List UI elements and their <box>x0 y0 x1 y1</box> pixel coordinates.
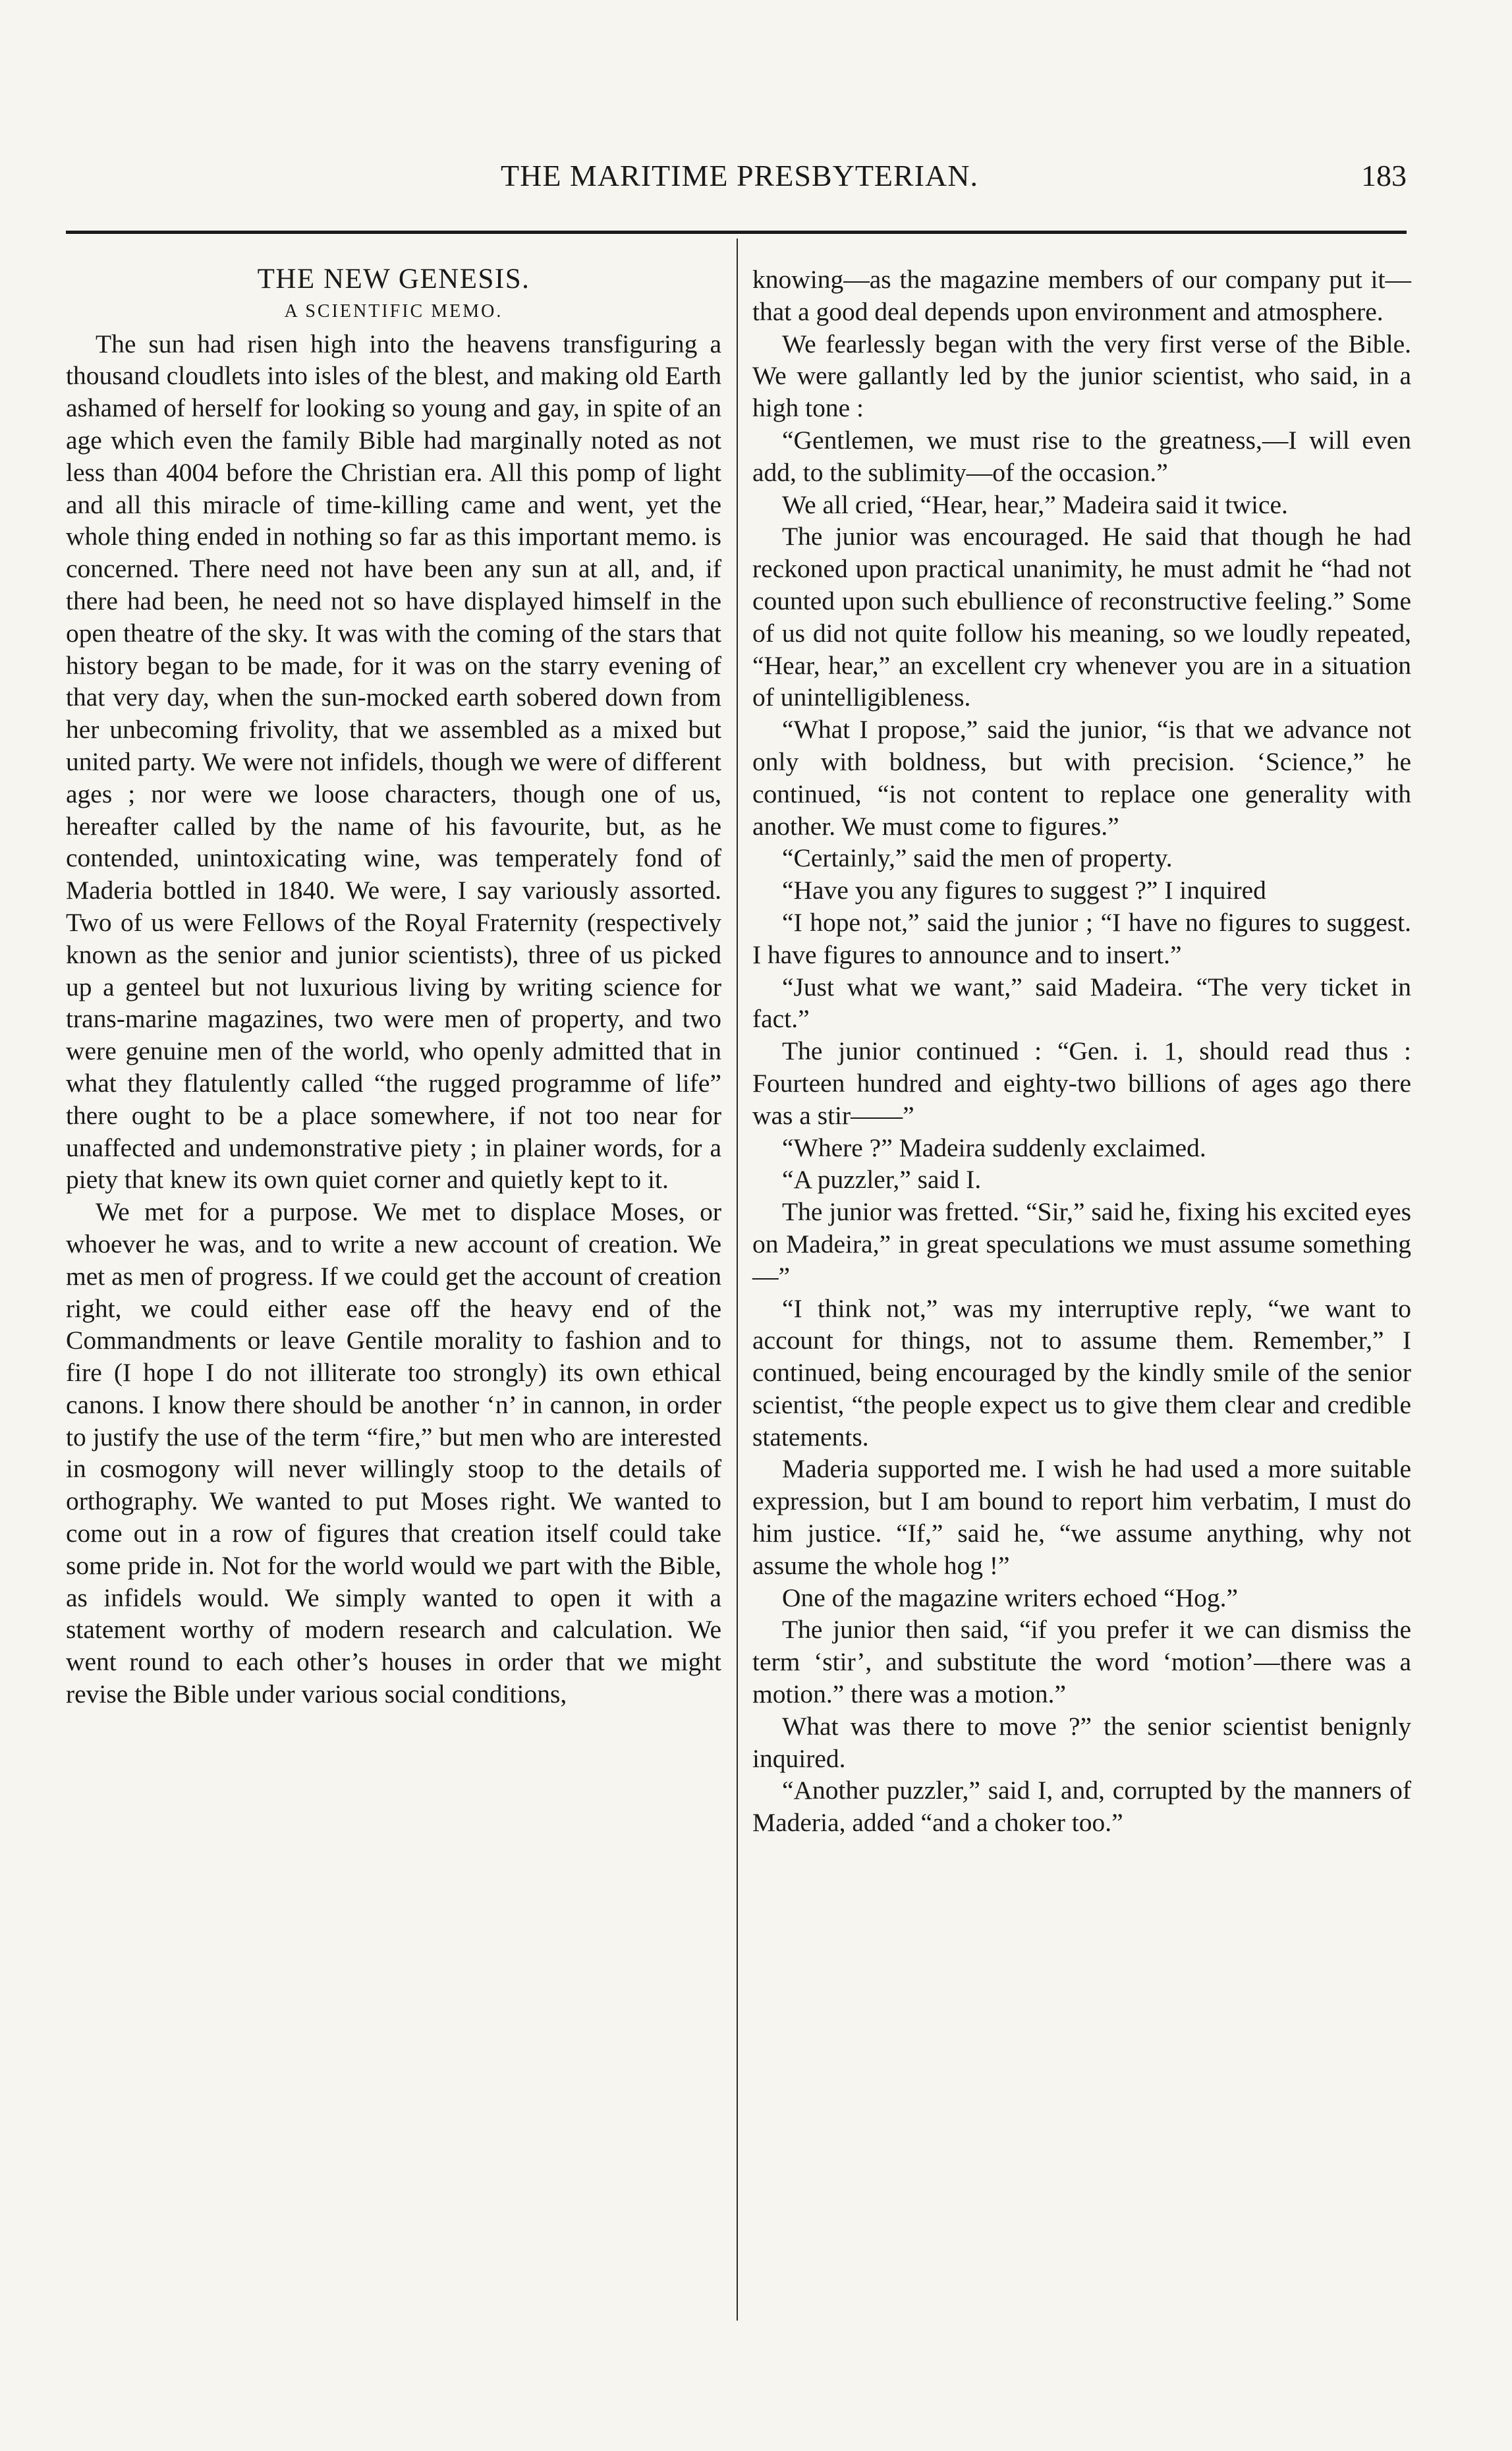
paragraph: “What I propose,” said the junior, “is that we advance not only with boldness, but with precision. ‘Science,” he continued, “is not content to replace one generality with another. We must come to figures.” <box>752 715 1411 841</box>
left-column <box>66 264 721 1710</box>
header-rule <box>66 231 1407 234</box>
right-column <box>752 264 1411 1839</box>
paragraph: What was there to move ?” the senior scientist benignly inquired. <box>752 1711 1411 1773</box>
paragraph-continued: knowing—as the magazine members of our company put it—that a good deal depends upon environment and atmosphere. <box>752 265 1411 326</box>
paragraph: The junior then said, “if you prefer it we can dismiss the term ‘stir’, and substitute the word ‘motion’—there was a motion.” there was a motion.” <box>752 1615 1411 1709</box>
paragraph: Maderia supported me. I wish he had used a more suitable expression, but I am bound to report him verbatim, I must do him justice. “If,” said he, “we assume anything, why not assume the whole hog !” <box>752 1454 1411 1580</box>
paragraph: We all cried, “Hear, hear,” Madeira said it twice. <box>782 490 1288 519</box>
paragraph: “Where ?” Madeira suddenly exclaimed. <box>782 1133 1206 1162</box>
paragraph: “A puzzler,” said I. <box>782 1165 982 1195</box>
paragraph: The sun had risen high into the heavens transfiguring a thousand cloudlets into isles of the blest, and making old Earth ashamed of herself for looking so young and gay, in spite of an age which even the family Bible had marginally noted as not less than 4004 before the Christian era. All this pomp of light and all this miracle of time-killing came and went, yet the whole thing ended in nothing so far as this important memo. is concerned. There need not have been any sun at all, and, if there had been, he need not so have displayed himself in the open theatre of the sky. It was with the coming of the stars that history began to be made, for it was on the starry evening of that very day, when the sun-mocked earth sobered down from her unbecoming frivolity, that we assembled as a mixed but united party. We were not infidels, though we were of different ages ; nor were we loose characters, though one of us, hereafter called by the name of his favourite, but, as he contended, unintoxicating wine, was temperately fond of Maderia bottled in 1840. We were, I say variously assorted. Two of us were Fellows of the Royal Fraternity (respectively known as the senior and junior scientists), three of us picked up a genteel but not luxurious living by writing science for trans-marine magazines, two were men of property, and two were genuine men of the world, who openly admitted that in what they flatulently called “the rugged programme of life” there ought to be a place somewhere, if not too near for unaffected and undemonstrative piety ; in plainer words, for a piety that knew its own quiet corner and quietly kept to it. <box>66 329 721 1195</box>
paragraph: The junior continued : “Gen. i. 1, should read thus : Fourteen hundred and eighty-two billions of ages ago there was a stir——” <box>752 1036 1411 1130</box>
column-divider <box>737 239 738 2321</box>
paragraph: “Another puzzler,” said I, and, corrupted by the manners of Maderia, added “and a choker too.” <box>752 1776 1411 1838</box>
paragraph: We fearlessly began with the very first verse of the Bible. We were gallantly led by the junior scientist, who said, in a high tone : <box>752 329 1411 423</box>
paragraph: “Have you any figures to suggest ?” I inquired <box>782 876 1266 905</box>
paragraph: The junior was fretted. “Sir,” said he, fixing his excited eyes on Madeira,” in great speculations we must assume something—” <box>752 1197 1411 1291</box>
article-title: THE NEW GENESIS. <box>257 264 530 295</box>
article-subtitle: A SCIENTIFIC MEMO. <box>284 300 503 322</box>
paragraph: “I think not,” was my interruptive reply, “we want to account for things, not to assume them. Remember,” I continued, being encouraged by the kindly smile of the senior scientist, “the people expect us to give them clear and credible statements. <box>752 1293 1411 1451</box>
running-title: THE MARITIME PRESBYTERIAN. <box>501 159 978 192</box>
paragraph: “Gentlemen, we must rise to the greatness,—I will even add, to the sublimity—of the occasion.” <box>752 425 1411 487</box>
paragraph: One of the magazine writers echoed “Hog.” <box>782 1583 1239 1612</box>
paragraph: “Just what we want,” said Madeira. “The very ticket in fact.” <box>752 972 1411 1034</box>
paragraph: “I hope not,” said the junior ; “I have no figures to suggest. I have figures to announce and to insert.” <box>752 907 1411 969</box>
paragraph: We met for a purpose. We met to displace Moses, or whoever he was, and to write a new account of creation. We met as men of progress. If we could get the account of creation right, we could either ease off the heavy end of the Commandments or leave Gentile morality to fashion and to fire (I hope I do not illiterate too strongly) its own ethical canons. I know there should be another ‘n’ in cannon, in order to justify the use of the term “fire,” but men who are interested in cosmogony will never willingly stoop to the details of orthography. We wanted to put Moses right. We wanted to come out in a row of figures that creation itself could take some pride in. Not for the world would we part with the Bible, as infidels would. We simply wanted to open it with a statement worthy of modern research and calculation. We went round to each other’s houses in order that we might revise the Bible under various social conditions, <box>66 1197 721 1709</box>
running-head <box>72 158 1407 204</box>
page-number: 183 <box>1361 159 1407 192</box>
paragraph: “Certainly,” said the men of property. <box>782 843 1173 873</box>
paragraph: The junior was encouraged. He said that though he had reckoned upon practical unanimity, he must admit he “had not counted upon such ebullience of reconstructive feeling.” Some of us did not quite follow his meaning, so we loudly repeated, “Hear, hear,” an excellent cry whenever you are in a situation of unintelligibleness. <box>752 522 1411 712</box>
